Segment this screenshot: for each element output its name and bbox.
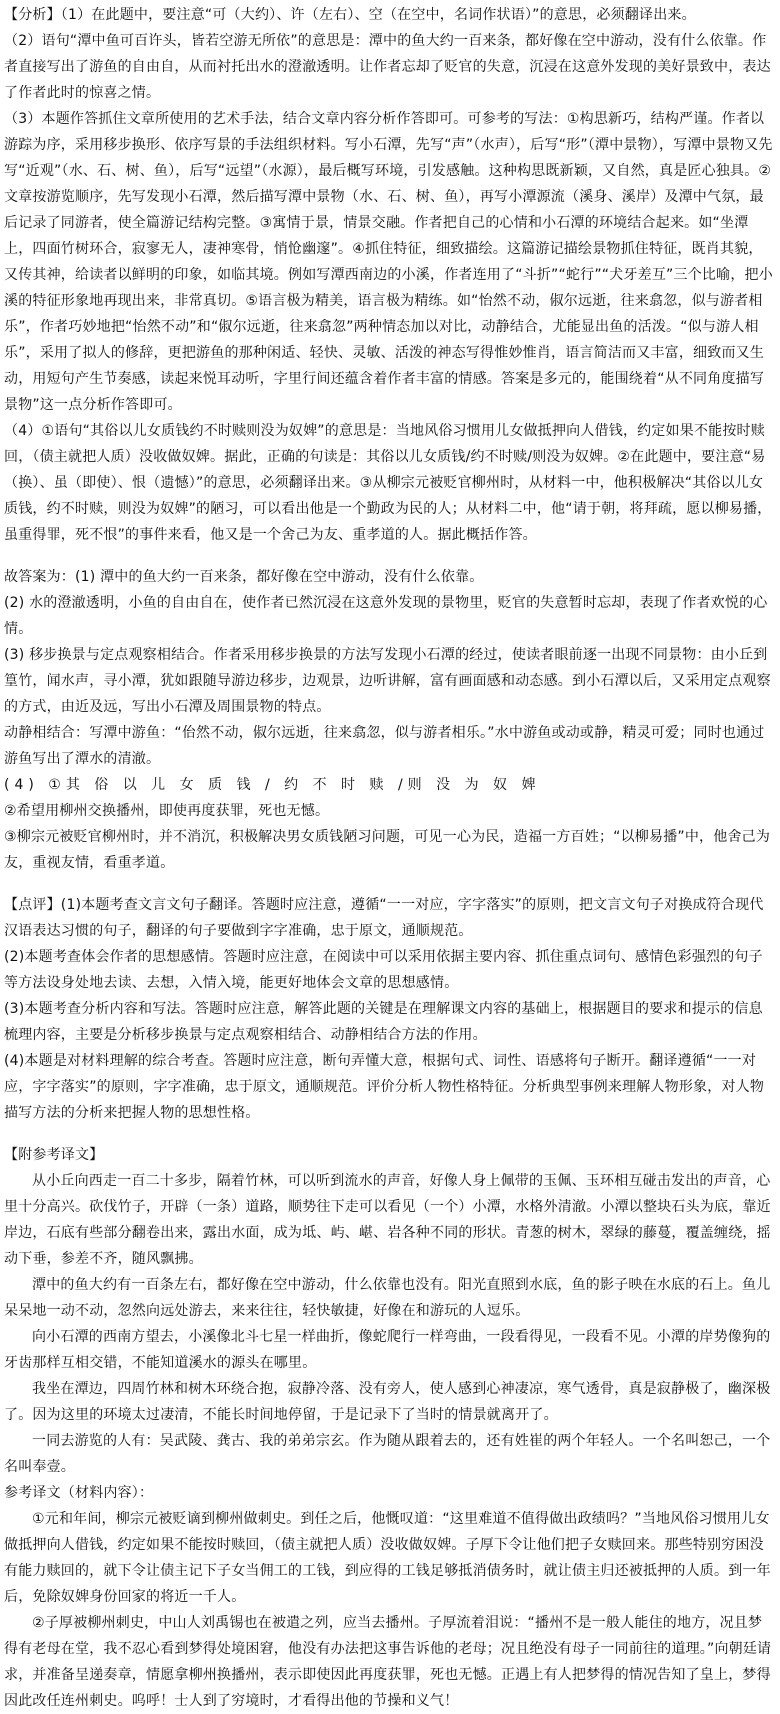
review-paragraph-3: (3)本题考查分析内容和写法。答题时应注意，解答此题的关键是在理解课文内容的基础上，根据题目的要求和提示的信息梳理内容，主要是分析移步换景与定点观察相结合、动静相结合方法的作用。 bbox=[4, 1001, 763, 1043]
section-gap bbox=[4, 1126, 776, 1142]
translation-paragraph-3: 向小石潭的西南方望去，小溪像北斗七星一样曲折，像蛇爬行一样弯曲，一段看得见，一段看不见。小潭的岸势像狗的牙齿那样互相交错，不能知道溪水的源头在哪里。 bbox=[4, 1329, 771, 1371]
analysis-paragraph-1: 【分析】（1）在此题中，要注意“可（大约）、许（左右）、空（在空中，名词作状语）”的意思，必须翻译出来。 bbox=[4, 7, 696, 23]
material-translation-heading: 参考译文（材料内容）： bbox=[4, 1485, 154, 1501]
review-paragraph-4: (4)本题是对材料理解的综合考查。答题时应注意，断句弄懂大意，根据句式、词性、语感将句子断开。翻译遵循“一一对应，字字落实”的原则，字字准确，忠于原文，通顺规范。评价分析人物性格特征。分析典型事例来理解人物形象，对人物描写方法的分析来把握人物的思想性格。 bbox=[4, 1053, 765, 1121]
document bbox=[4, 2, 776, 1714]
translation-paragraph-2: 潭中的鱼大约有一百条左右，都好像在空中游动，什么依靠也没有。阳光直照到水底，鱼的影子映在水底的石上。鱼儿呆呆地一动不动，忽然向远处游去，来来往往，轻快敏捷，好像在和游玩的人逗乐。 bbox=[4, 1277, 771, 1319]
analysis-paragraph-3: （3）本题作答抓住文章所使用的艺术手法，结合文章内容分析作答即可。可参考的写法：①构思新巧，结构严谨。作者以游踪为序，采用移步换形、依序写景的手法组织材料。写小石潭，先写“声”（水声），后写“形”（潭中景物），写潭中景物又先写“近观”（水、石、树、鱼），后写“远望”（水源），最后概写环境，引发感触。这种构思既新颖，又自然，真是匠心独具。②文章按游览顺序，先写发现小石潭，然后描写潭中景物（水、石、树、鱼），再写小潭源流（溪身、溪岸）及潭中气氛，最后记录了同游者，使全篇游记结构完整。③寓情于景，情景交融。作者把自己的心情和小石潭的环境结合起来。如“坐潭上，四面竹树环合，寂寥无人，凄神寒骨，悄怆幽邃”。④抓住特征，细致描绘。这篇游记描绘景物抓住特征，既肖其貌，又传其神，给读者以鲜明的印象，如临其境。例如写潭西南边的小溪，作者连用了“斗折”“蛇行”“犬牙差互”三个比喻，把小溪的特征形象地再现出来，非常真切。⑤语言极为精美，语言极为精练。如“怡然不动，俶尔远逝，往来翕忽，似与游者相乐”，作者巧妙地把“怡然不动”和“俶尔远逝，往来翕忽”两种情态加以对比，动静结合，尤能显出鱼的活泼。“似与游人相乐”，采用了拟人的修辞，更把游鱼的那种闲适、轻快、灵敏、活泼的神态写得惟妙惟肖，语言简洁而又丰富，细致而又生动，用短句产生节奏感，读起来悦耳动听，字里行间还蕴含着作者丰富的情感。答案是多元的，能围绕着“从不同角度描写景物”这一点分析作答即可。 bbox=[4, 111, 773, 413]
review-paragraph-2: (2)本题考查体会作者的思想感情。答题时应注意，在阅读中可以采用依据主要内容、抓住重点词句、感情色彩强烈的句子等方法设身处地去读、去想，入情入境，能更好地体会文章的思想感情。 bbox=[4, 949, 763, 991]
answers-section bbox=[4, 564, 776, 876]
answer-line-1: 故答案为：(1) 潭中的鱼大约一百来条，都好像在空中游动，没有什么依靠。 bbox=[4, 569, 484, 585]
material-translation-paragraph-1: ①元和年间，柳宗元被贬谪到柳州做刺史。到任之后，他慨叹道：“这里难道不值得做出政绩吗？”当地风俗习惯用儿女做抵押向人借钱，约定如果不能按时赎回，（债主就把人质）没收做奴婢。子厚下令让他们把子女赎回来。那些特别穷困没有能力赎回的，就下令让债主记下子女当佣工的工钱，到应得的工钱足够抵消债务时，就让债主归还被抵押的人质。到一年后，免除奴婢身份回家的将近一千人。 bbox=[4, 1511, 771, 1605]
translation-section bbox=[4, 1142, 776, 1714]
translation-paragraph-1: 从小丘向西走一百二十多步，隔着竹林，可以听到流水的声音，好像人身上佩带的玉佩、玉环相互碰击发出的声音，心里十分高兴。砍伐竹子，开辟（一条）道路，顺势往下走可以看见（一个）小潭，水格外清澈。小潭以整块石头为底，靠近岸边，石底有些部分翻卷出来，露出水面，成为坻、屿、嵁、岩各种不同的形状。青葱的树木，翠绿的藤蔓，覆盖缠绕，摇动下垂，参差不齐，随风飘拂。 bbox=[4, 1173, 771, 1267]
translation-paragraph-4: 我坐在潭边，四周竹林和树木环绕合抱，寂静冷落、没有旁人，使人感到心神凄凉，寒气透骨，真是寂静极了，幽深极了。因为这里的环境太过凄清，不能长时间地停留，于是记录下了当时的情景就离开了。 bbox=[4, 1381, 771, 1423]
section-gap bbox=[4, 548, 776, 564]
section-gap bbox=[4, 876, 776, 892]
answer-line-7: ③柳宗元被贬官柳州时，并不消沉，积极解决男女质钱陋习问题，可见一心为民，造福一方百姓；“以柳易播”中，他舍己为友，重视友情，看重孝道。 bbox=[4, 829, 771, 871]
answer-line-5: (4) ①其 俗 以 儿 女 质 钱 / 约 不 时 赎 /则 没 为 奴 婢 bbox=[4, 777, 541, 793]
answer-line-6: ②希望用柳州交换播州，即使再度获罪，死也无憾。 bbox=[4, 803, 330, 819]
answer-line-2: (2) 水的澄澈透明，小鱼的自由自在，使作者已然沉浸在这意外发现的景物里，贬官的失意暂时忘却，表现了作者欢悦的心情。 bbox=[4, 595, 768, 637]
review-section bbox=[4, 892, 776, 1126]
translation-paragraph-5: 一同去游览的人有：吴武陵、龚古、我的弟弟宗玄。作为随从跟着去的，还有姓崔的两个年轻人。一个名叫恕己，一个名叫奉壹。 bbox=[4, 1433, 771, 1475]
translation-heading: 【附参考译文】 bbox=[4, 1147, 104, 1163]
material-translation-paragraph-2: ②子厚被柳州刺史，中山人刘禹锡也在被遣之列，应当去播州。子厚流着泪说：“播州不是一般人能住的地方，况且梦得有老母在堂，我不忍心看到梦得处境困窘，他没有办法把这事告诉他的老母；况且绝没有母子一同前往的道理。”向朝廷请求，并准备呈递奏章，情愿拿柳州换播州，表示即使因此再度获罪，死也无憾。正遇上有人把梦得的情况告知了皇上，梦得因此改任连州刺史。呜呼！士人到了穷境时，才看得出他的节操和义气！ bbox=[4, 1615, 772, 1709]
analysis-paragraph-4: （4）①语句“其俗以儿女质钱约不时赎则没为奴婢”的意思是：当地风俗习惯用儿女做抵押向人借钱，约定如果不能按时赎回，（债主就把人质）没收做奴婢。据此，正确的句读是：其俗以儿女质钱/约不时赎/则没为奴婢。②在此题中，要注意“易（换）、虽（即使）、恨（遗憾）”的意思，必须翻译出来。③从柳宗元被贬官柳州时，从材料一中，他积极解决“其俗以儿女质钱，约不时赎，则没为奴婢”的陋习，可以看出他是一个勤政为民的人；从材料二中，他“请于朝，将拜疏，愿以柳易播，虽重得罪，死不恨”的事件来看，他又是一个舍己为友、重孝道的人。据此概括作答。 bbox=[4, 423, 772, 543]
analysis-section bbox=[4, 2, 776, 548]
answer-line-4: 动静相结合：写潭中游鱼：“佁然不动，俶尔远逝，往来翕忽，似与游者相乐。”水中游鱼或动或静，精灵可爱；同时也通过游鱼写出了潭水的清澈。 bbox=[4, 725, 765, 767]
answer-line-3: (3) 移步换景与定点观察相结合。作者采用移步换景的方法写发现小石潭的经过，使读者眼前逐一出现不同景物：由小丘到篁竹，闻水声，寻小潭，犹如跟随导游边移步，边观景，边听讲解，富有画面感和动态感。到小石潭以后，又采用定点观察的方式，由近及远，写出小石潭及周围景物的特点。 bbox=[4, 647, 771, 715]
analysis-paragraph-2: （2）语句“潭中鱼可百许头，皆若空游无所依”的意思是：潭中的鱼大约一百来条，都好像在空中游动，没有什么依靠。作者直接写出了游鱼的自由自，从而衬托出水的澄澈透明。让作者忘却了贬官的失意，沉浸在这意外发现的美好景致中，表达了作者此时的惊喜之情。 bbox=[4, 33, 771, 101]
review-paragraph-1: 【点评】(1)本题考查文言文句子翻译。答题时应注意，遵循“一一对应，字字落实”的原则，把文言文句子对换成符合现代汉语表达习惯的句子，翻译的句子要做到字字准确，忠于原文，通顺规范。 bbox=[4, 897, 764, 939]
